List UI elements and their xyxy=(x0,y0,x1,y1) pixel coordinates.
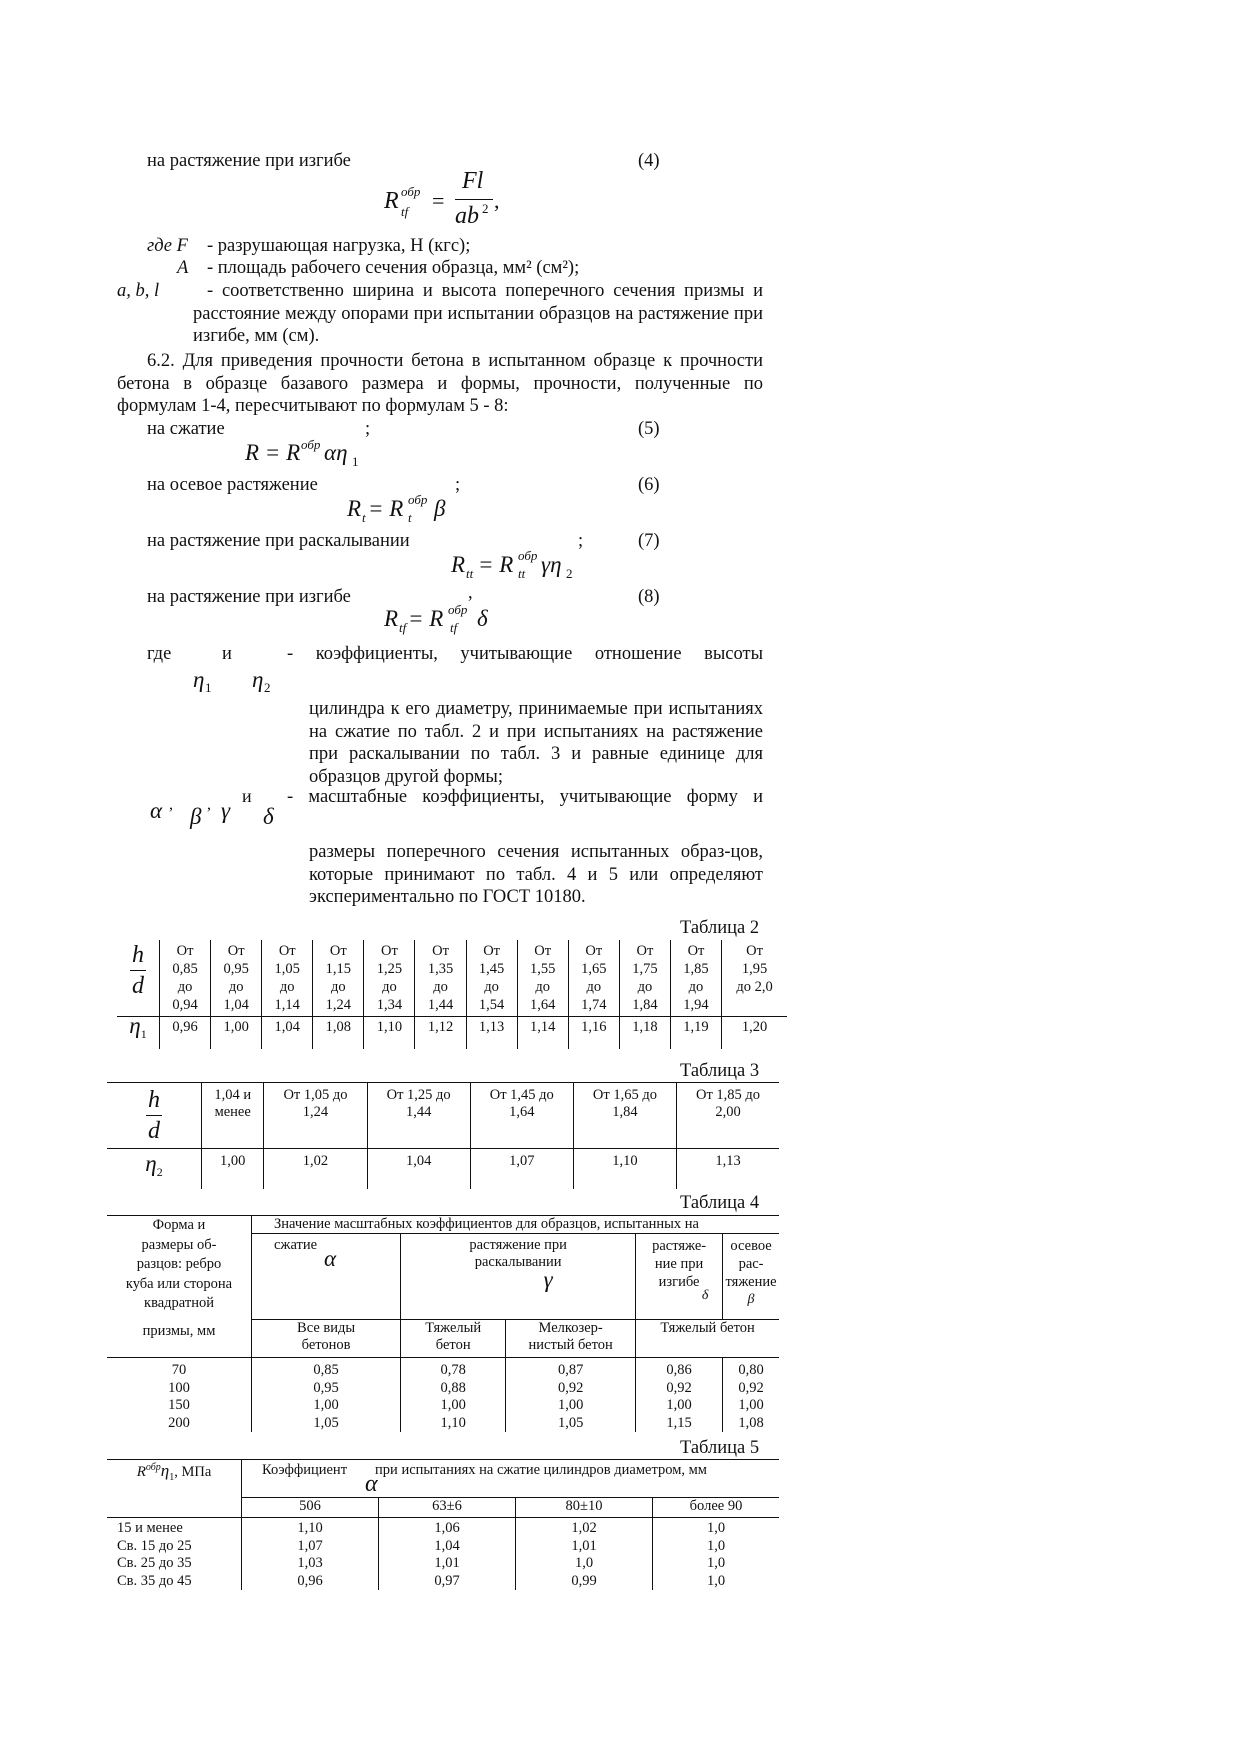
f7-sep: ; xyxy=(578,531,584,551)
table4-h-axial: осевое рас- тяжение β xyxy=(723,1234,779,1320)
table2-value-3: 1,04 xyxy=(262,1017,313,1050)
table4-cell: 0,87 xyxy=(506,1358,636,1380)
table5-cell: 1,01 xyxy=(379,1555,516,1573)
coef2-desc-first: - масштабные коэффициенты, учитывающие форму и xyxy=(287,787,763,807)
table5-diam-3: 80±10 xyxy=(516,1498,653,1518)
where-abl-desc: - соответственно ширина и высота поперечного сечения призмы и расстояние между опорами при испытании образцов на растяжение при изгибе, мм (см). xyxy=(193,281,763,346)
where-abl: a, b, l xyxy=(117,281,160,301)
table5-cell: 1,06 xyxy=(379,1518,516,1538)
gamma-symbol: γ xyxy=(221,798,231,823)
table5-diam-4: более 90 xyxy=(653,1498,780,1518)
table2-range-5: От 1,25 до 1,34 xyxy=(364,940,415,1017)
table4-cell: 1,00 xyxy=(506,1397,636,1415)
table2-range-12: От 1,95 до 2,0 xyxy=(722,940,787,1017)
table2-range-8: От 1,55 до 1,64 xyxy=(517,940,568,1017)
table5-col0-header: $R^{обр}\eta_1$, МПа xyxy=(107,1460,242,1498)
table3-value-4: 1,07 xyxy=(470,1149,573,1190)
table3-value-6: 1,13 xyxy=(715,1153,741,1169)
table5-cell: 15 и менее xyxy=(107,1518,242,1538)
table3-hd-cell xyxy=(107,1083,202,1149)
delta-symbol: δ xyxy=(263,804,274,829)
table4-cell: 1,05 xyxy=(252,1415,401,1433)
table2-hd-cell xyxy=(117,940,160,1017)
table2-value-2: 1,00 xyxy=(211,1017,262,1050)
h-over-d-t3: $\frac{h}{d}$ xyxy=(148,1087,160,1144)
table3-range-4: От 1,45 до 1,64 xyxy=(470,1083,573,1149)
table4-cell: 1,05 xyxy=(506,1415,636,1433)
table4-h-bend: растяже- ние при изгибе δ xyxy=(636,1234,723,1320)
table4-cell: 70 xyxy=(107,1358,252,1380)
table4-sub-heavy: Тяжелый бетон xyxy=(401,1320,506,1358)
f8-number: (8) xyxy=(638,587,660,607)
table5-cell: 1,0 xyxy=(706,1572,726,1589)
table-row xyxy=(107,1555,779,1573)
beta-symbol: β xyxy=(747,1292,755,1307)
table4-cell: 1,10 xyxy=(401,1415,506,1433)
coef2-desc-rest: размеры поперечного сечения испытанных образ-цов, которые принимают по табл. 4 и 5 или определяют экспериментально по ГОСТ 10180. xyxy=(309,842,763,907)
table4-body xyxy=(107,1358,779,1433)
table5-cell: 0,99 xyxy=(516,1573,653,1591)
table-3 xyxy=(107,1082,779,1189)
table-row xyxy=(107,1538,779,1556)
table5-cell: 1,0 xyxy=(706,1555,726,1571)
f5-number: (5) xyxy=(638,419,660,439)
table4-top-header: Значение масштабных коэффициентов для образцов, испытанных на xyxy=(252,1216,780,1234)
f6-label: на осевое растяжение xyxy=(147,475,318,495)
table5-cell: 1,04 xyxy=(379,1538,516,1556)
table5-cell: 1,10 xyxy=(242,1518,379,1538)
table5-cell: 1,0 xyxy=(516,1555,653,1573)
eta1-symbol: η xyxy=(193,667,205,692)
table2-range-7: От 1,45 до 1,54 xyxy=(466,940,517,1017)
table5-cell: Св. 25 до 35 xyxy=(107,1555,242,1573)
table4-cell: 0,92 xyxy=(636,1380,723,1398)
table-row xyxy=(107,1518,779,1538)
f6-number: (6) xyxy=(638,475,660,495)
coef1-desc-first: - коэффициенты, учитывающие отношение высоты xyxy=(287,644,763,664)
table5-cell: 1,02 xyxy=(516,1518,653,1538)
table2-range-2: От 0,95 до 1,04 xyxy=(211,940,262,1017)
table5-diam-1: 506 xyxy=(242,1498,379,1518)
table4-caption: Таблица 4 xyxy=(680,1193,760,1213)
delta-symbol: δ xyxy=(701,1288,709,1303)
table3-range-5: От 1,65 до 1,84 xyxy=(573,1083,676,1149)
table4-cell: 0,86 xyxy=(636,1358,723,1380)
eq4-number: (4) xyxy=(638,151,660,171)
table2-value-8: 1,14 xyxy=(517,1017,568,1050)
f7-label: на растяжение при раскалывании xyxy=(147,531,410,551)
table3-value-3: 1,04 xyxy=(367,1149,470,1190)
table2-value-7: 1,13 xyxy=(466,1017,517,1050)
f5-label: на сжатие xyxy=(147,419,225,439)
table4-cell: 0,78 xyxy=(401,1358,506,1380)
bend-label: на растяжение при изгибе xyxy=(147,151,351,171)
table3-range-6: От 1,85 до 2,00 xyxy=(677,1083,779,1149)
table5-caption: Таблица 5 xyxy=(680,1438,760,1458)
table2-caption: Таблица 2 xyxy=(680,918,760,938)
table5-body xyxy=(107,1518,779,1591)
table4-cell: 1,00 xyxy=(636,1397,723,1415)
table-row xyxy=(107,1573,779,1591)
h-over-d: $\frac{h}{d}$ xyxy=(132,942,144,999)
f7-number: (7) xyxy=(638,531,660,551)
table-2 xyxy=(117,940,787,1049)
table2-value-12: 1,20 xyxy=(741,1019,768,1035)
document-page: на растяжение при изгибе (4) R обр tf = Fl ab 2 , где F - разрушающая нагрузка, Н (кгс); A - площадь рабочего сечения образца, мм² (см²); a, b, l - соответственно ширина и высота поперечного сечения призмы и расстояние между опорами при испытании образцов на растяжение при изгибе, мм (см). 6.2. Для приведения прочности бетона в испытанном образце к прочности бетона в образце базавого размера и формы, прочности, полученные по формулам 1-4, пересчитывают по формулам 5 - 8: на сжатие ; (5) R = R обр αη 1 на осевое растяжение ; (6) R t = R обр t β на растяжение при раскалывании ; (7) R tt = R обр tt γη 2 на растяжение при изгибе , (8) R tf = R обр tf δ где и η 1 η 2 - коэффициенты, учитывающие отношение высоты цилиндра к его диаметру, принимаемые при испытаниях на сжатие по табл. 2 и при испытаниях на растяжение при раскалывании по табл. 3 и равные единице для образцов другой формы; α , β , γ и δ - масштабные коэффициенты, учитывающие форму и размеры поперечного сечения испытанных образ-цов, которые принимают по табл. 4 и 5 или определяют экспериментально по ГОСТ 10180. Таблица 2 $\frac{h}{d}$ От 0,85 до 0,94 От 0,95 до 1,04 От 1,05 до 1,14 От 1,15 до 1,24 От 1,25 до 1,34 От 1,35 до 1,44 От 1,45 до 1,54 От 1,55 до 1,64 От 1,65 до 1,74 От 1,75 до 1,84 От 1,85 до 1,94 От 1,95 до 2,0 $\eta_1$ 0,96 1,00 1,04 1,08 1,10 1,12 1,13 1,14 1,16 1,18 1,19 1,20 Таблица 3 $\frac{h}{d}$ 1,04 и менее От 1,05 до 1,24 От 1,25 до 1,44 От 1,45 до 1,64 От 1,65 до 1,84 От 1,85 до 2,00 $\eta_2$ 1,00 1,02 1,04 1,07 1,10 1,13 Таблица 4 Форма и размеры об- разцов: ребро куба или сторона квадратной Значение масштабных коэффициентов для образцов, испытанных на сжатие α растяжение при раскалывании γ растяже- ние при изгибе δ осевое рас- тяжение β призмы, мм Все виды бетонов Тяжелый бетон Мелкозер- нистый бетон Тяжелый бетон 70 0,85 0,78 0,87 0,86 0,80 100 0,95 0,88 0,92 0,92 0,92 150 1,00 1,00 1,00 1,00 1,00 200 1,05 1,10 1,05 1,15 1,08 Таблица 5 $R^{обр}\eta_1$, МПа Коэффициент при испытаниях на сжатие цилиндров диаметром, мм α 506 63±6 80±10 более 90 15 и менее 1,10 1,06 1,02 1,0 Св. 15 до 25 1,07 1,04 1,01 1,0 Св. 25 до 35 1,03 1,01 1,0 1,0 Св. 35 до 45 0,96 0,97 0,99 1,0 xyxy=(0,0,1240,1755)
table4-cell: 1,00 xyxy=(401,1397,506,1415)
table2-value-4: 1,08 xyxy=(313,1017,364,1050)
table5-cell: 1,0 xyxy=(706,1520,726,1536)
table2-range-3: От 1,05 до 1,14 xyxy=(262,940,313,1017)
table2-value-5: 1,10 xyxy=(364,1017,415,1050)
beta-symbol: β xyxy=(190,804,202,829)
table4-col0-last: призмы, мм xyxy=(107,1320,252,1358)
table2-range-6: От 1,35 до 1,44 xyxy=(415,940,466,1017)
table5-cell: 1,01 xyxy=(516,1538,653,1556)
table2-value-9: 1,16 xyxy=(568,1017,619,1050)
table4-cell: 0,92 xyxy=(738,1379,764,1396)
coef1-desc-rest: цилиндра к его диаметру, принимаемые при испытаниях на сжатие по табл. 2 и при испытаниях на растяжение при раскалывании по табл. 3 и равные единице для образцов другой формы; xyxy=(309,699,763,787)
table2-eta-cell: $\eta_1$ xyxy=(117,1017,160,1050)
table3-range-1: 1,04 и менее xyxy=(202,1083,264,1149)
alpha-symbol: α xyxy=(324,1246,337,1271)
table4-h-split: растяжение при раскалывании γ xyxy=(401,1234,636,1320)
table3-range-3: От 1,25 до 1,44 xyxy=(367,1083,470,1149)
alpha-symbol: α xyxy=(365,1471,378,1497)
table5-cell: Св. 15 до 25 xyxy=(107,1538,242,1556)
table3-caption: Таблица 3 xyxy=(680,1061,760,1081)
table2-range-1: От 0,85 до 0,94 xyxy=(160,940,211,1017)
eta2-symbol: η xyxy=(252,667,264,692)
table3-values-row xyxy=(107,1149,779,1190)
table4-cell: 150 xyxy=(107,1397,252,1415)
table4-col0-header: Форма и размеры об- разцов: ребро куба или сторона квадратной xyxy=(107,1216,252,1320)
table5-cell: 0,96 xyxy=(242,1573,379,1591)
alpha-symbol: α xyxy=(150,798,163,823)
table4-sub-all: Все виды бетонов xyxy=(252,1320,401,1358)
table3-value-1: 1,00 xyxy=(202,1149,264,1190)
table5-cell: 1,0 xyxy=(706,1537,726,1554)
paragraph-6-2: 6.2. Для приведения прочности бетона в испытанном образце к прочности бетона в образце базавого размера и формы, прочности, полученные по формулам 1-4, пересчитывают по формулам 5 - 8: xyxy=(117,351,763,416)
table5-cell: 1,03 xyxy=(242,1555,379,1573)
table4-cell: 200 xyxy=(107,1415,252,1433)
coef-where: где xyxy=(147,644,172,664)
table2-value-11: 1,19 xyxy=(670,1017,721,1050)
f6-sep: ; xyxy=(455,475,461,495)
table3-header-row xyxy=(107,1083,779,1149)
table5-top-header: Коэффициент при испытаниях на сжатие цилиндров диаметром, мм α xyxy=(262,1462,707,1497)
table4-h-compress: сжатие α xyxy=(252,1234,401,1320)
table2-value-10: 1,18 xyxy=(619,1017,670,1050)
table2-range-9: От 1,65 до 1,74 xyxy=(568,940,619,1017)
table2-header-row xyxy=(117,940,787,1017)
f8-label: на растяжение при изгибе xyxy=(147,587,351,607)
table-5 xyxy=(107,1459,779,1590)
table3-eta-cell: $\eta_2$ xyxy=(107,1149,202,1190)
table-row xyxy=(107,1358,779,1380)
f8-sep: , xyxy=(468,583,473,603)
table-row xyxy=(107,1397,779,1415)
f5-sep: ; xyxy=(365,419,371,439)
table4-cell: 100 xyxy=(107,1380,252,1398)
table5-diam-2: 63±6 xyxy=(379,1498,516,1518)
table-row xyxy=(107,1415,779,1433)
table2-range-4: От 1,15 до 1,24 xyxy=(313,940,364,1017)
table4-cell: 0,80 xyxy=(738,1362,764,1378)
eta1-sub: 1 xyxy=(205,680,212,695)
table5-cell: Св. 35 до 45 xyxy=(107,1573,242,1591)
table4-cell: 0,88 xyxy=(401,1380,506,1398)
table4-cell: 1,00 xyxy=(738,1397,764,1413)
where-A-desc: - площадь рабочего сечения образца, мм² (см²); xyxy=(207,258,580,278)
table2-range-11: От 1,85 до 1,94 xyxy=(670,940,721,1017)
table4-sub-heavy2: Тяжелый бетон xyxy=(636,1320,779,1358)
eta2-sub: 2 xyxy=(264,680,271,695)
table2-values-row xyxy=(117,1017,787,1050)
table4-cell: 1,00 xyxy=(252,1397,401,1415)
table5-cell: 0,97 xyxy=(379,1573,516,1591)
table3-range-2: От 1,05 до 1,24 xyxy=(264,1083,367,1149)
where-F-desc: - разрушающая нагрузка, Н (кгс); xyxy=(207,236,471,256)
coef-and: и xyxy=(222,644,232,664)
where-F: где F xyxy=(147,236,188,256)
table2-value-1: 0,96 xyxy=(160,1017,211,1050)
table4-cell: 0,92 xyxy=(506,1380,636,1398)
table4-sub-fine: Мелкозер- нистый бетон xyxy=(506,1320,636,1358)
table4-cell: 0,95 xyxy=(252,1380,401,1398)
table5-cell: 1,07 xyxy=(242,1538,379,1556)
table3-value-2: 1,02 xyxy=(264,1149,367,1190)
table2-value-6: 1,12 xyxy=(415,1017,466,1050)
table-row xyxy=(107,1380,779,1398)
table4-cell: 1,15 xyxy=(636,1415,723,1433)
gamma-symbol: γ xyxy=(543,1267,553,1292)
table3-value-5: 1,10 xyxy=(573,1149,676,1190)
table-4 xyxy=(107,1215,779,1432)
table4-cell: 1,08 xyxy=(738,1414,764,1431)
where-A: A xyxy=(177,258,189,278)
table4-cell: 0,85 xyxy=(252,1358,401,1380)
table2-range-10: От 1,75 до 1,84 xyxy=(619,940,670,1017)
